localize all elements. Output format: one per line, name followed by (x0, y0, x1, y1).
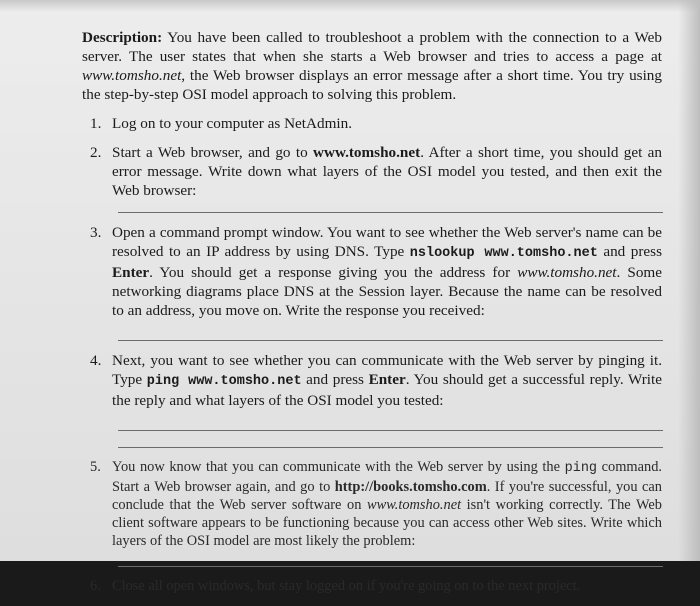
steps-list (82, 114, 662, 596)
step-text: and press (597, 243, 662, 260)
step-text: and press (301, 371, 369, 388)
step-number: 5. (90, 459, 101, 475)
description-label: Description: (82, 29, 163, 46)
step-text: You now know that you can communicate with the Web server by using the (112, 459, 565, 475)
step-text: Next, you want to see whether you can communicate with the Web server by pinging it. Type (112, 352, 662, 388)
step-text: . If you're successful, you can conclude that the Web server software on (112, 479, 663, 513)
answer-line (118, 447, 663, 448)
answer-line (118, 212, 663, 213)
step-text: command. Start a Web browser again, and go to (112, 459, 662, 495)
description-text-1: You have been called to troubleshoot a problem with the connection to a Web server. The user states that when she starts a Web browser and tries to access a page at (82, 29, 662, 65)
command-nslookup: nslookup www.tomsho.net (409, 246, 598, 261)
answer-line (118, 430, 663, 431)
step-number: 3. (90, 224, 102, 241)
step-text: . After a short time, you should get an error message. Write down what layers of the OSI model you tested, and then exit the Web browser: (112, 144, 662, 199)
step-number: 6. (90, 578, 101, 594)
step-2 (82, 143, 662, 213)
step-text: Open a command prompt window. You want to see whether the Web server's name can be resolved to an IP address by using DNS. Type (112, 224, 662, 260)
step-text: . Some networking diagrams place DNS at the Session layer. Because the name can be resolved to an address, you move on. Write the response you received: (112, 264, 662, 319)
answer-line (118, 566, 663, 567)
page-shadow-right (678, 0, 700, 561)
step-number: 1. (90, 115, 102, 132)
step-url: www.tomsho.net (517, 264, 617, 281)
page-content (82, 28, 662, 606)
step-3 (82, 223, 662, 341)
page-shadow-top (0, 0, 700, 12)
description-text-2: , the Web browser displays an error message after a short time. You try using the step-by-step OSI model approach to solving this problem. (82, 67, 662, 103)
step-text: Start a Web browser, and go to (112, 144, 314, 161)
command-ping: ping (564, 461, 598, 476)
step-6 (82, 577, 662, 596)
step-url: www.tomsho.net (367, 497, 462, 513)
step-text: Close all open windows, but stay logged on if you're going on to the next project. (112, 578, 581, 594)
step-number: 4. (90, 352, 102, 369)
enter-key: Enter (368, 371, 406, 388)
command-ping: ping www.tomsho.net (146, 374, 302, 389)
step-text: . You should get a response giving you the address for (149, 264, 518, 281)
step-text: Log on to your computer as NetAdmin. (112, 115, 353, 132)
step-number: 2. (90, 144, 102, 161)
step-text: . You should get a successful reply. Write the reply and what layers of the OSI model you tested: (112, 371, 662, 409)
step-5 (82, 458, 662, 567)
step-url: http://books.tomsho.com (334, 479, 487, 495)
step-4 (82, 351, 662, 448)
step-1 (82, 114, 662, 133)
answer-line (118, 340, 663, 341)
description-url: www.tomsho.net (82, 67, 182, 84)
description-paragraph (82, 28, 662, 104)
enter-key: Enter (112, 264, 150, 281)
step-text: isn't working correctly. The Web client software appears to be functioning because you can access other Web sites. Write which layers of the OSI model are most likely the problem: (112, 497, 662, 549)
step-url: www.tomsho.net (313, 144, 421, 161)
